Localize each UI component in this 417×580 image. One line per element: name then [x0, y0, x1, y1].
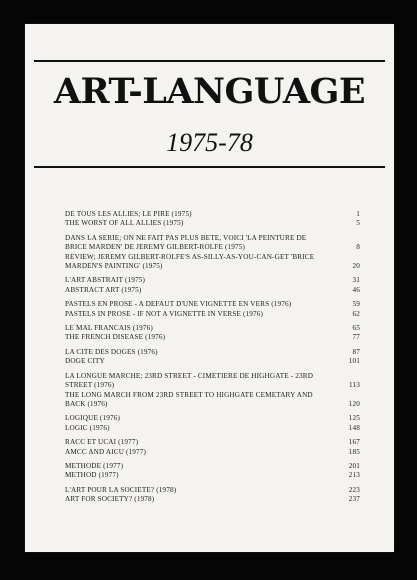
cover-years: 1975-78: [166, 128, 253, 157]
toc-entry: [65, 210, 360, 219]
toc-entry: [65, 300, 360, 309]
toc-entry-page: 87: [352, 347, 360, 356]
toc-entry-page: 20: [352, 262, 360, 271]
toc-entry: [65, 324, 360, 333]
toc-entry-page: 8: [356, 243, 360, 252]
toc-entry-title: THE LONG MARCH FROM 23RD STREET TO HIGHGATE CEMETARY AND BACK (1976): [65, 390, 313, 408]
toc-entry: [65, 310, 360, 319]
toc-entry: [65, 486, 360, 495]
toc-entry-title: L'ART ABSTRAIT (1975): [65, 276, 146, 285]
toc-entry-page: 59: [352, 300, 360, 309]
toc-entry-page: 125: [348, 414, 360, 423]
book-cover: [25, 24, 394, 552]
toc-entry: [65, 357, 360, 366]
toc-entry-title: LOGIQUE (1976): [65, 414, 120, 423]
toc-entry: [65, 471, 360, 480]
toc-entry-page: 148: [348, 423, 360, 432]
toc-entry-title: METHOD (1977): [65, 471, 119, 480]
toc-entry-title: DOGE CITY: [65, 357, 105, 366]
toc-entry: [65, 414, 360, 423]
toc-entry-page: 31: [352, 276, 360, 285]
toc-entry: [65, 219, 360, 228]
toc-entry: [65, 276, 360, 285]
toc-entry-title: REVIEW; JEREMY GILBERT-ROLFE'S AS-SILLY-AS-YOU-CAN-GET 'BRICE MARDEN'S PAINTING' (1975): [65, 252, 315, 271]
toc-entry: [65, 448, 360, 457]
toc-entry-title: ABSTRACT ART (1975): [65, 285, 142, 294]
toc-entry-page: 101: [348, 357, 360, 366]
toc-entry-page: 65: [352, 324, 360, 333]
table-of-contents: [65, 210, 360, 505]
toc-entry-page: 5: [356, 219, 360, 228]
toc-entry: [65, 462, 360, 471]
toc-entry-page: 185: [348, 447, 360, 456]
toc-entry-title: THE WORST OF ALL ALLIES (1975): [65, 219, 184, 228]
toc-entry-page: 120: [348, 399, 360, 408]
toc-entry-page: 237: [348, 495, 360, 504]
toc-entry: [65, 438, 360, 447]
toc-entry-page: 167: [348, 438, 360, 447]
toc-entry-page: 201: [348, 461, 360, 470]
toc-entry-title: PASTELS IN PROSE - IF NOT A VIGNETTE IN VERSE (1976): [65, 309, 264, 318]
toc-entry: [65, 348, 360, 357]
toc-entry-page: 113: [349, 381, 360, 390]
toc-entry-title: LA CITE DES DOGES (1976): [65, 347, 158, 356]
toc-entry-page: 77: [352, 333, 360, 342]
toc-entry: [65, 253, 360, 272]
toc-entry-page: 62: [352, 309, 360, 318]
bottom-rule: [34, 166, 385, 168]
toc-entry-title: RACC ET UCAI (1977): [65, 438, 139, 447]
toc-entry-title: L'ART POUR LA SOCIETE? (1978): [65, 485, 177, 494]
toc-entry-title: ART FOR SOCIETY? (1978): [65, 495, 155, 504]
toc-entry-title: LA LONGUE MARCHE; 23RD STREET - CIMETIERE DE HIGHGATE - 23RD STREET (1976): [65, 371, 314, 390]
toc-entry: [65, 333, 360, 342]
toc-entry-page: 213: [348, 471, 360, 480]
toc-entry-title: LE MAL FRANCAIS (1976): [65, 324, 153, 333]
toc-entry-page: 1: [356, 210, 360, 218]
toc-entry: [65, 372, 360, 391]
toc-entry-page: 223: [348, 485, 360, 494]
toc-entry-title: PASTELS EN PROSE - A DEFAUT D'UNE VIGNETTE EN VERS (1976): [65, 300, 292, 309]
toc-entry: [65, 286, 360, 295]
toc-entry: [65, 234, 360, 253]
toc-entry-title: AMCC AND AICU (1977): [65, 447, 147, 456]
toc-entry: [65, 391, 360, 410]
toc-entry-title: LOGIC (1976): [65, 423, 110, 432]
toc-entry-title: DE TOUS LES ALLIES; LE PIRE (1975): [65, 210, 192, 218]
toc-entry-page: 46: [352, 285, 360, 294]
toc-entry-title: DANS LA SERIE; ON NE FAIT PAS PLUS BETE, VOICI 'LA PEINTURE DE BRICE MARDEN' DE JEREMY GILBERT-ROLFE (1975): [65, 233, 307, 252]
toc-entry-title: METHODE (1977): [65, 461, 124, 470]
top-rule: [34, 60, 385, 62]
cover-title: ART-LANGUAGE: [53, 71, 366, 112]
toc-entry-title: THE FRENCH DISEASE (1976): [65, 333, 166, 342]
toc-entry: [65, 424, 360, 433]
toc-entry: [65, 495, 360, 504]
